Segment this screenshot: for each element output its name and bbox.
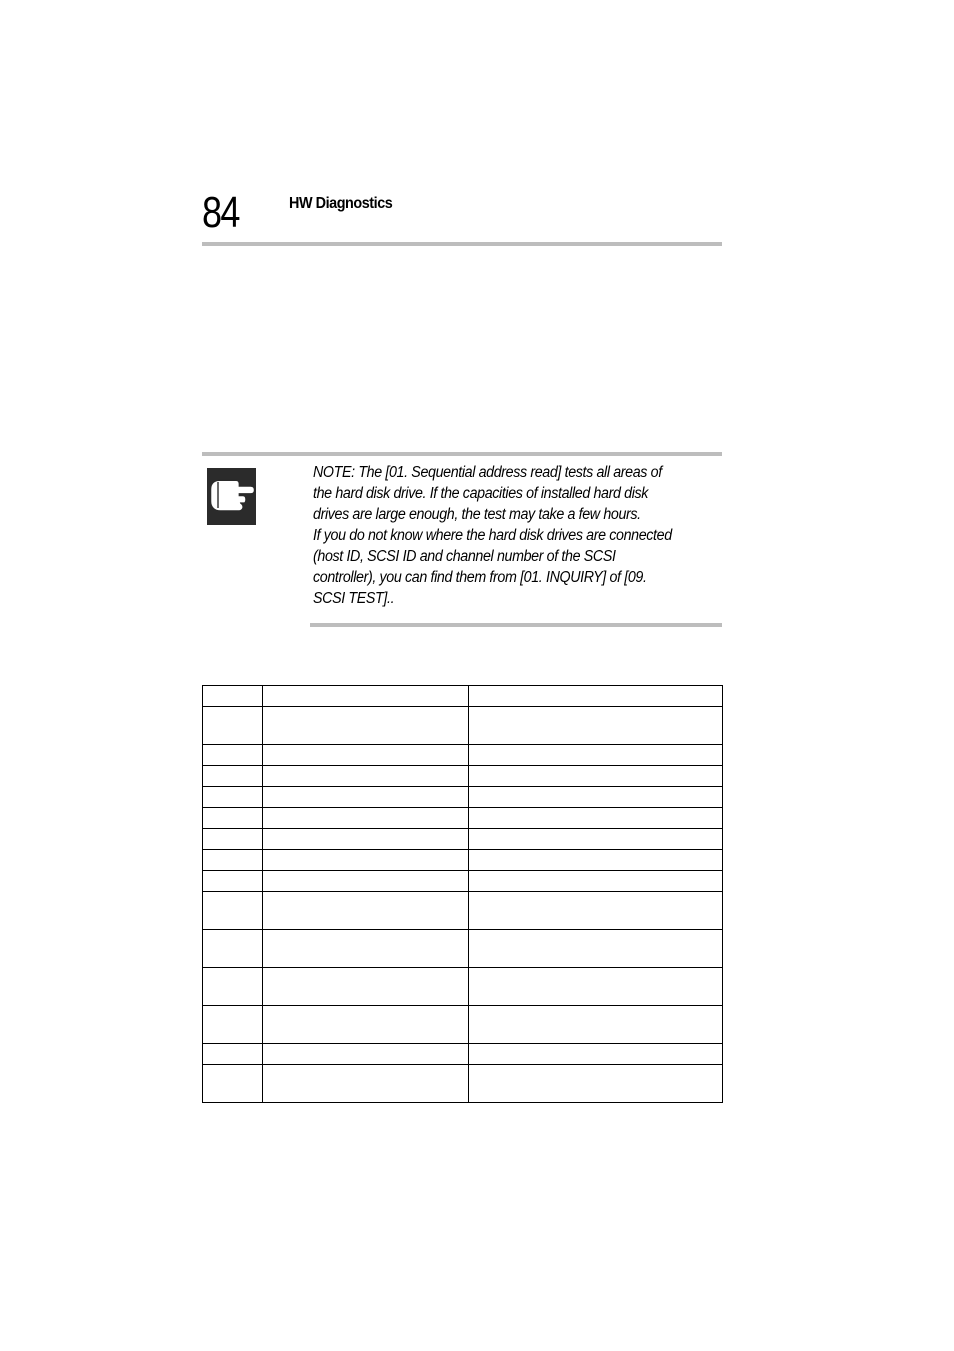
note-line: drives are large enough, the test may take a few hours.: [313, 506, 641, 523]
table-cell: [469, 871, 723, 892]
table-row: [203, 686, 723, 707]
table-cell: [263, 766, 469, 787]
table-cell: [203, 766, 263, 787]
table-row: [203, 1006, 723, 1044]
table-cell: [469, 808, 723, 829]
table-row: [203, 850, 723, 871]
table-cell: [469, 892, 723, 930]
table-cell: [203, 930, 263, 968]
result-table: [202, 685, 723, 1103]
table-cell: [263, 808, 469, 829]
table-cell: [203, 850, 263, 871]
table-row: [203, 707, 723, 745]
table-cell: [469, 850, 723, 871]
table-row: [203, 968, 723, 1006]
table-cell: [203, 1065, 263, 1103]
table-cell: [263, 871, 469, 892]
table-row: [203, 892, 723, 930]
table-cell: [203, 1044, 263, 1065]
note-line: NOTE: The [01. Sequential address read] tests all areas of: [313, 464, 662, 481]
table-cell: [469, 745, 723, 766]
table-cell: [469, 930, 723, 968]
section-title: HW Diagnostics: [289, 195, 393, 212]
table-cell: [203, 968, 263, 1006]
table-cell: [203, 787, 263, 808]
table-cell: [263, 968, 469, 1006]
table-cell: [263, 745, 469, 766]
table-cell: [203, 829, 263, 850]
table-row: [203, 808, 723, 829]
header-rule: [202, 242, 722, 246]
table-cell: [203, 686, 263, 707]
table-cell: [263, 1006, 469, 1044]
table-cell: [263, 686, 469, 707]
pointing-hand-icon: [207, 468, 256, 525]
table-cell: [263, 707, 469, 745]
note-line: SCSI TEST]..: [313, 590, 395, 607]
table-cell: [203, 892, 263, 930]
note-line: the hard disk drive. If the capacities of installed hard disk: [313, 485, 649, 502]
table-cell: [263, 892, 469, 930]
table-cell: [263, 1044, 469, 1065]
table-cell: [469, 1006, 723, 1044]
page-number: 84: [202, 188, 239, 237]
table-cell: [469, 829, 723, 850]
table-cell: [203, 1006, 263, 1044]
table-cell: [469, 707, 723, 745]
table-cell: [203, 871, 263, 892]
table-cell: [469, 1044, 723, 1065]
table-cell: [263, 930, 469, 968]
note-rule-bottom: [310, 623, 722, 627]
note-rule-top: [202, 452, 722, 456]
table-cell: [469, 968, 723, 1006]
table-cell: [263, 829, 469, 850]
table-row: [203, 829, 723, 850]
table-cell: [203, 707, 263, 745]
note-line: If you do not know where the hard disk drives are connected: [313, 527, 672, 544]
table-cell: [469, 686, 723, 707]
table-row: [203, 787, 723, 808]
note-line: controller), you can find them from [01. INQUIRY] of [09.: [313, 569, 647, 586]
table-cell: [469, 766, 723, 787]
note-line: (host ID, SCSI ID and channel number of the SCSI: [313, 548, 616, 565]
table-cell: [263, 850, 469, 871]
table-row: [203, 745, 723, 766]
table-cell: [203, 808, 263, 829]
table-cell: [469, 787, 723, 808]
table-row: [203, 766, 723, 787]
table-cell: [263, 1065, 469, 1103]
table-row: [203, 1044, 723, 1065]
table-cell: [469, 1065, 723, 1103]
table-row: [203, 930, 723, 968]
table-row: [203, 1065, 723, 1103]
table-cell: [263, 787, 469, 808]
table-cell: [203, 745, 263, 766]
note-text: [313, 462, 713, 609]
table-row: [203, 871, 723, 892]
